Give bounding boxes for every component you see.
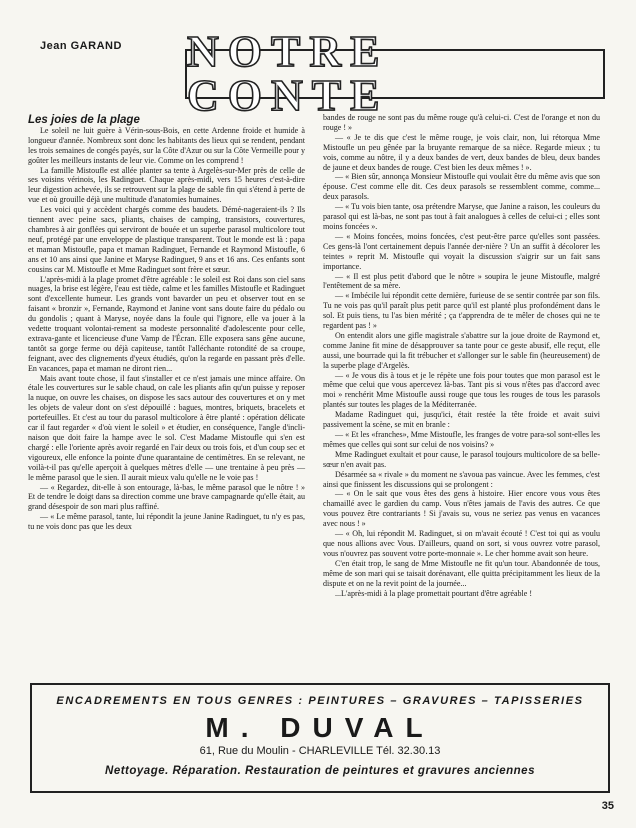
paragraph: — « Et les «franches», Mme Mistoufle, les franges de votre para-sol sont-elles les mêmes que celles qui sont sur celui de nos voisins? »: [323, 430, 600, 449]
paragraph: — « Moins foncées, moins foncées, c'est peut-être parce qu'elles sont passées. Ces gens-là l'ont certainement depuis l'année der-nière ? Un an suffit à décolorer les teintes » reprit M. Mistoufle qui voyait la discussion s'aigrir sur un fait sans importance.: [323, 231, 600, 271]
paragraph: — « Je te dis que c'est le même rouge, je vois clair, non, lui rétorqua Mme Mistoufle un peu gênée par la bruyante remarque de sa nièce. Regarde mieux ; tu vois, comme au nôtre, il y a deux bandes de vert, deux bandes de bleu, deux bandes de jaune et deux bandes de rouge. C'est bien les deux mêmes ! ».: [323, 132, 600, 172]
story-title: NOTRE CONTE: [187, 27, 389, 120]
paragraph: On entendit alors une gifle magistrale s'abattre sur la joue droite de Raymond et, comme Janine fit mine de désapprouver sa tante pour ce geste abusif, elle reçut, elle aussi, une bourrade qui la fit trébucher et s'allonger sur le sable fin (heureusement) de la superbe plage d'Argelès.: [323, 330, 600, 370]
paragraph: Mais avant toute chose, il faut s'installer et ce n'est jamais une mince affaire. On étale les couvertures sur le sable chaud, on cale les pliants afin qu'un puisse y reposer la nuque, on ouvre les chaises, on dispose les sacs autour des couvertures et on y met les objets de valeur dont on s'est dépouillé : bagues, montres, briquets, bracelets et portefeuilles. Et c'est au tour du parasol multicolore à être planté : opération délicate car il faut regarder « d'où vient le soleil » et étudier, en conséquence, l'angle d'incli-naison que doit faire la hampe avec le sol. C'est Madame Mistoufle qui s'en est chargé : elle l'oriente après avoir regardé en l'air deux ou trois fois, et d'un coup sec et vigoureux, elle enfonce la pointe d'une quarantaine de centimètres. En se relevant, ne voilà-t-il pas qu'elle aperçoit à quelques mètres d'elle — une trentaine à peu près — le même parasol que le sien. Il aurait mieux valu qu'elle ne le voie pas !: [28, 373, 305, 482]
paragraph: Désarmée sa « rivale » du moment ne s'avoua pas vaincue. Avec les femmes, c'est ainsi que finissent les discussions qui se prolongent :: [323, 469, 600, 489]
paragraph: L'après-midi à la plage promet d'être agréable : le soleil est Roi dans son ciel sans nuages, la brise est légère, l'eau est tiède, calme et les familles Mistoufle et Radinguet sont d'excellente humeur. Les grands vont bavarder un peu et observer tout en se faisant « bronzir », Fernande, Raymond et Janine vont sans doute faire du pédalo ou du gondolis ; quant à Maryse, noyée dans la foule qui l'ignore, elle va jouer à la vedette troquant volontai-rement sa modeste personnalité d'adolescente pour celle, extrava-gante et licencieuse d'une Vamp de l'Écran. Elle exposera sans gêne aucune, tantôt sa gorge ferme ou déjà capiteuse, tantôt l'alléchante rotondité de sa croupe, feignant, avec des clignements d'yeux étudiés, qu'on la regarde en passant près d'elle. En vacances, papa et maman ne diront rien...: [28, 274, 305, 373]
paragraph: — « Le même parasol, tante, lui répondit la jeune Janine Radinguet, tu n'y es pas, tu ne vois donc pas que les deux: [28, 512, 305, 532]
paragraph: C'en était trop, le sang de Mme Mistoufle ne fit qu'un tour. Abandonnée de tous, même de son mari qui se taisait dorénavant, elle quitta précipitamment les lieux de la dispute et on ne la revit point de la journée...: [323, 558, 600, 588]
paragraph: Les voici qui y accèdent chargés comme des baudets. Démé-nageraient-ils ? Ils tiennent avec peine sacs, pliants, chaises de camping, transistors, couvertures, chambres à air gonflées qui serviront de bouée et un superbe parasol multicolore tout neuf, protégé par une enveloppe de plastique transparent. Tout le monde est là : papa et maman Mistoufle, papa et maman Radinguet, Fernande et Raymond Mistoufle, 6 ans et 10 ans ainsi que Janine et Maryse Radinguet, 9 ans et 16 ans. Ces enfants sont cousins car M. Mistoufle et Mme Radinguet sont frère et sœur.: [28, 205, 305, 274]
title-box: [185, 27, 605, 120]
left-column: [28, 116, 305, 532]
story-subtitle: Les joies de la plage: [28, 114, 140, 126]
paragraph: — « Tu vois bien tante, osa prétendre Maryse, que Janine a raison, les couleurs du parasol qui est là-bas, ne sont pas tout à fait analogues à celles de celui-ci ; elles sont moins foncées ».: [323, 202, 600, 231]
paragraph: Mme Radinguet exultait et pour cause, le parasol toujours multicolore de sa belle-sœur n'en avait pas.: [323, 449, 600, 469]
ad-restoration-line: Nettoyage. Réparation. Restauration de peintures et gravures anciennes: [105, 765, 535, 777]
advertisement-box: [30, 683, 610, 793]
right-column: [323, 113, 600, 598]
page-number: 35: [601, 800, 614, 812]
ad-business-name: M. DUVAL: [205, 712, 435, 743]
paragraph: — « Oh, lui répondit M. Radinguet, si on m'avait écouté ! C'est toi qui as voulu que nous allions avec Vous. D'ailleurs, quand on sort, si vous ouvrez votre parasol, vous n'ouvrez pas souvent votre porte-monnaie ». Le cher homme avait son heure.: [323, 529, 600, 558]
paragraph: Madame Radinguet qui, jusqu'ici, était restée la tête froide et avait suivi passivement la scène, se mit en branle :: [323, 410, 600, 430]
ad-address: 61, Rue du Moulin - CHARLEVILLE Tél. 32.30.13: [199, 745, 441, 757]
paragraph: — « Imbécile lui répondit cette dernière, furieuse de se sentir contrée par son fils. Tu ne vois pas qu'il paraît plus petit parce qu'il est planté plus profondément dans le sol. Et puis tiens, tu l'as bien mérité ; ça t'apprendra de te mêler de choses qui ne te regardent pas ! »: [323, 291, 600, 331]
paragraph: ...L'après-midi à la plage promettait pourtant d'être agréable !: [335, 588, 533, 598]
paragraph: — « Je vous dis à tous et je le répète une fois pour toutes que mon parasol est le même que celui que vous apercevez là-bas. Tant pis si vous n'êtes pas d'accord avec moi » renchérit Mme Mistoufle aussi rouge que tous les rouges de tous les parasols plantés sur toutes les plages de la Méditerranée.: [323, 370, 600, 410]
paragraph: Le soleil ne luit guère à Vérin-sous-Bois, en cette Ardenne froide et humide à longueur d'année. Nombreux sont donc les habitants des lieux qui se rendent, pendant les trois semaines de congés payés, sur la Côte d'Azur ou sur la Côte Vermeille pour y goûter les meilleurs instants de leur vie. Comme on les comprend !: [28, 125, 305, 165]
ad-services-line: ENCADREMENTS EN TOUS GENRES : PEINTURES – GRAVURES – TAPISSERIES: [56, 695, 584, 707]
paragraph: — « Bien sûr, annonça Monsieur Mistoufle qui voulait être du même avis que son épouse. C'est comme elle dit. Ces deux parasols se ressemblent comme, comme... deux parasols.: [323, 172, 600, 202]
author-name: Jean GARAND: [40, 40, 122, 52]
paragraph: bandes de rouge ne sont pas du même rouge qu'à celui-ci. C'est de l'orange et non du rouge ! »: [323, 113, 600, 132]
paragraph: — « Regardez, dit-elle à son entourage, là-bas, le même parasol que le nôtre ! » Et de tendre le doigt dans sa direction comme une brave campagnarde qu'elle était, au grand désespoir de son mari plus raffiné.: [28, 482, 305, 512]
paragraph: — « On le sait que vous êtes des gens à histoire. Hier encore vous vous êtes chamaillé avec le gardien du camp. Vous n'êtes jamais de l'avis des autres. Ce que vous pouvez être contrariants ! Si j'avais su, vous ne seriez pas venus en vacances avec nous ! »: [323, 489, 600, 529]
paragraph: La famille Mistoufle est allée planter sa tente à Argelès-sur-Mer près de celle de ses voisins vérinois, les Radinguet. Chaque après-midi, vers 15 heures c'est-à-dire leur digestion achevée, ils se retrouvent sur la plage de sable fin qui s'étend à perte de vue et où grouille déjà une multitude d'anatomies humaines.: [28, 165, 305, 205]
paragraph: — « Il est plus petit d'abord que le nôtre » soupira le jeune Mistoufle, malgré l'entêtement de sa mère.: [323, 271, 600, 291]
